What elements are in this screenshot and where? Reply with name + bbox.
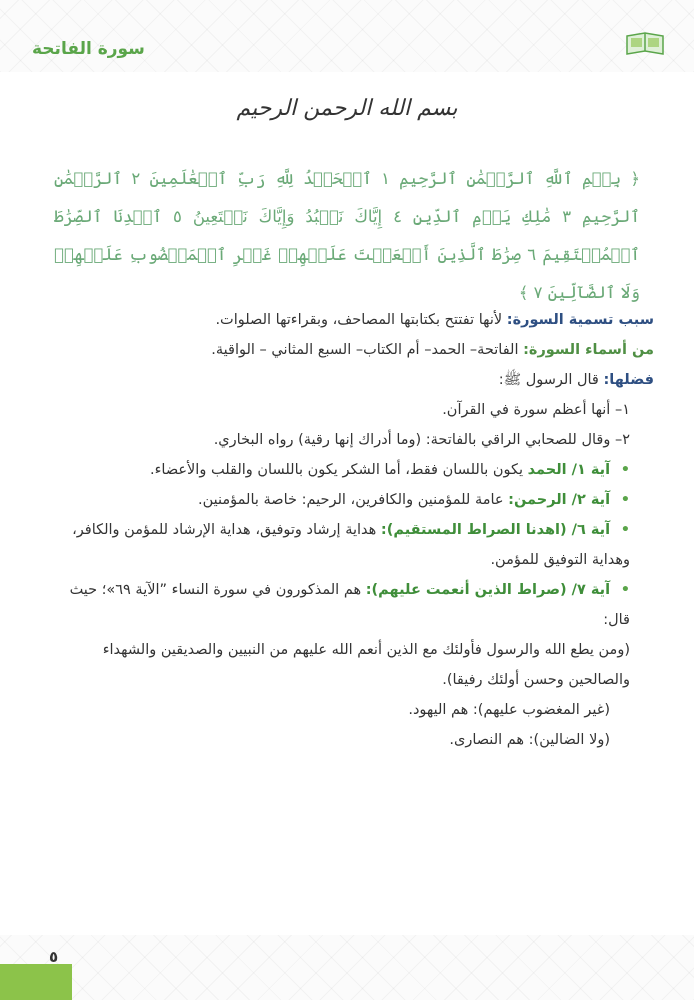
virtue-1: ١– أنها أعظم سورة في القرآن. bbox=[442, 402, 630, 418]
nisa-quote: (ومن يطع الله والرسول فأولئك مع الذين أنعم الله عليهم من النبيين والصديقين والشهداء والصالحين وحسن أولئك رفيقا). bbox=[102, 642, 630, 688]
footer-pattern-band bbox=[0, 935, 694, 1000]
naming-reason-label: سبب تسمية السورة: bbox=[506, 312, 654, 328]
naming-reason-text: لأنها تفتتح بكتابتها المصاحف، وبقراءتها الصلوات. bbox=[215, 312, 503, 328]
header-pattern-band bbox=[0, 0, 694, 72]
open-book-icon bbox=[624, 30, 666, 58]
bullet-ref: آية ١/ الحمد bbox=[527, 462, 611, 478]
virtues-label: فضلها: bbox=[603, 372, 654, 388]
bullet-text: هم المذكورون في سورة النساء ”الآية ٦٩»؛ حيث قال: bbox=[69, 582, 630, 628]
naming-reason bbox=[40, 305, 654, 335]
bullet-dot-icon: • bbox=[620, 462, 630, 478]
bullet-item bbox=[40, 575, 654, 635]
virtue-2: ٢– وقال للصحابي الراقي بالفاتحة: (وما أدراك إنها رقية) رواه البخاري. bbox=[213, 432, 630, 448]
bullet-item bbox=[40, 515, 654, 575]
page-number: ٥ bbox=[49, 948, 59, 966]
names-text: الفاتحة– الحمد– أم الكتاب– السبع المثاني – الواقية. bbox=[211, 342, 519, 358]
bullet-dot-icon: • bbox=[620, 492, 630, 508]
virtues bbox=[40, 365, 654, 395]
bullet-text: عامة للمؤمنين والكافرين، الرحيم: خاصة بالمؤمنين. bbox=[198, 492, 504, 508]
bullet-dot-icon: • bbox=[620, 582, 630, 598]
page-number-tab bbox=[0, 964, 72, 1000]
surah-text: ﴿ بِسۡمِ ٱللَّهِ ٱلرَّحۡمَٰنِ ٱلرَّحِيمِ ١ ٱلۡحَمۡدُ لِلَّهِ رَبِّ ٱلۡعَٰلَمِينَ ٢ ٱلرَّحۡمَٰنِ ٱلرَّحِيمِ ٣ مَٰلِكِ يَوۡمِ ٱلدِّينِ ٤ إِيَّاكَ نَعۡبُدُ وَإِيَّاكَ نَسۡتَعِينُ ٥ ٱهۡدِنَا ٱلصِّرَٰطَ ٱلۡمُسۡتَقِيمَ ٦ صِرَٰطَ ٱلَّذِينَ أَنۡعَمۡتَ عَلَيۡهِمۡ غَيۡرِ ٱلۡمَغۡضُوبِ عَلَيۡهِمۡ وَلَا ٱلضَّآلِّينَ ٧ ﴾ bbox=[54, 169, 641, 302]
bullet-ref: آية ٧/ (صراط الذين أنعمت عليهم): bbox=[365, 582, 611, 598]
bullet-ref: آية ٦/ (اهدنا الصراط المستقيم): bbox=[380, 522, 611, 538]
maghdub-note: (غير المغضوب عليهم): هم اليهود. bbox=[408, 702, 610, 718]
basmala-calligraphy: بسم الله الرحمن الرحيم bbox=[236, 96, 458, 121]
commentary-content bbox=[40, 305, 654, 755]
dallin-note: (ولا الضالين): هم النصارى. bbox=[449, 732, 610, 748]
virtues-text: قال الرسول ﷺ: bbox=[498, 372, 599, 388]
names-label: من أسماء السورة: bbox=[523, 342, 654, 358]
bullet-text: يكون باللسان فقط، أما الشكر يكون باللسان والقلب والأعضاء. bbox=[149, 462, 524, 478]
page-header-title: سورة الفاتحة bbox=[32, 39, 145, 59]
bullet-ref: آية ٢/ الرحمن: bbox=[508, 492, 611, 508]
bullet-item bbox=[40, 485, 654, 515]
surah-names bbox=[40, 335, 654, 365]
bullet-item bbox=[40, 455, 654, 485]
bullet-text: هداية إرشاد وتوفيق، هداية الإرشاد للمؤمن والكافر، وهداية التوفيق للمؤمن. bbox=[72, 522, 630, 568]
bullet-dot-icon: • bbox=[620, 522, 630, 538]
